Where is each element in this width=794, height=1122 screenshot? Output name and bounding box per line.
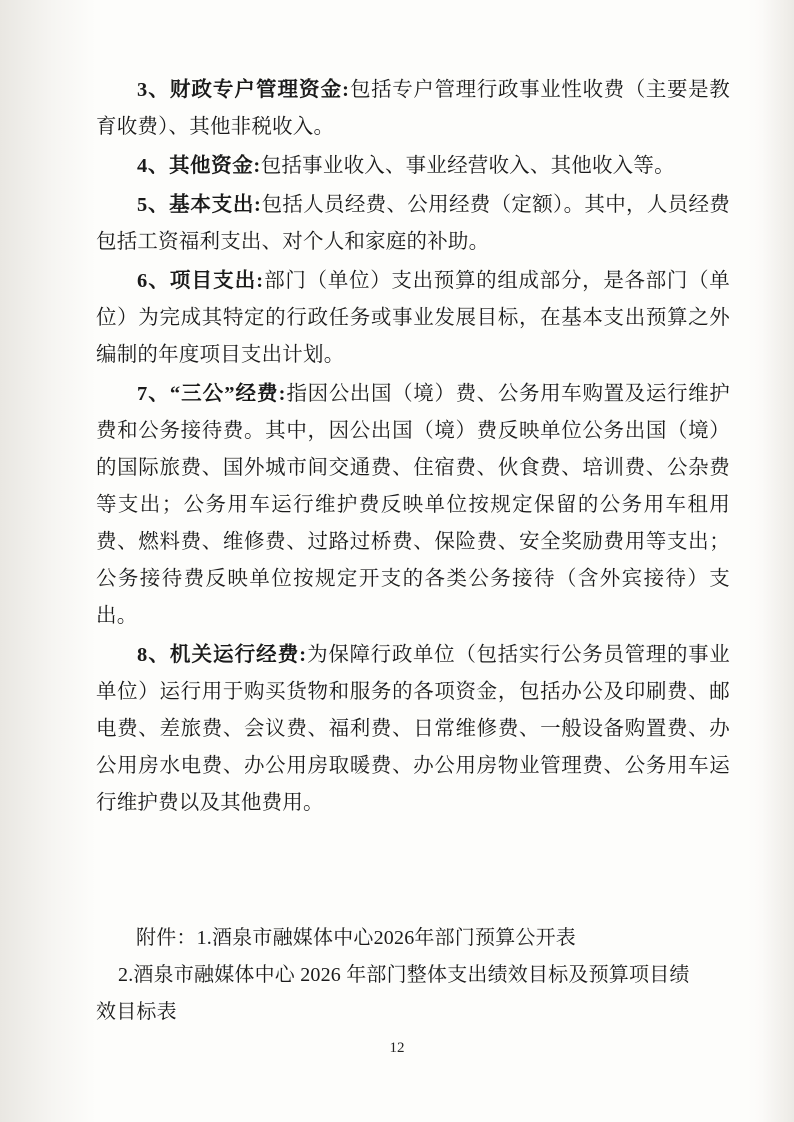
paragraph-lead-item-4: 4、其他资金: bbox=[137, 155, 261, 177]
attachment-line-3: 效目标表 bbox=[96, 1001, 177, 1023]
attachment-line-1: 附件：1.酒泉市融媒体中心2026年部门预算公开表 bbox=[136, 927, 576, 949]
paragraph-text-item-7: 指因公出国（境）费、公务用车购置及运行维护费和公务接待费。其中，因公出国（境）费反映单位公务出国（境）的国际旅费、国外城市间交通费、住宿费、伙食费、培训费、公杂费等支出；公务用车运行维护费反映单位按规定保留的公务用车租用费、燃料费、维修费、过路过桥费、保险费、安全奖励费用等支出；公务接待费反映单位按规定开支的各类公务接待（含外宾接待）支出。 bbox=[96, 383, 730, 627]
paragraph-lead-item-8: 8、机关运行经费: bbox=[137, 644, 307, 666]
attachment-line-2: 2.酒泉市融媒体中心 2026 年部门整体支出绩效目标及预算项目绩 bbox=[118, 964, 690, 986]
page-number: 12 bbox=[389, 1040, 405, 1056]
paragraph-text-item-8: 为保障行政单位（包括实行公务员管理的事业单位）运行用于购买货物和服务的各项资金，包括办公及印刷费、邮电费、差旅费、会议费、福利费、日常维修费、一般设备购置费、办公用房水电费、办公用房取暖费、办公用房物业管理费、公务用车运行维护费以及其他费用。 bbox=[96, 644, 730, 814]
document-body bbox=[96, 72, 730, 1031]
paragraph-item-8 bbox=[96, 637, 730, 822]
paragraph-text-item-3: 包括专户管理行政事业性收费（主要是教育收费）、其他非税收入。 bbox=[96, 79, 730, 138]
paragraph-item-6 bbox=[96, 263, 730, 374]
paragraph-item-7 bbox=[96, 376, 730, 635]
paragraph-text-item-5: 包括人员经费、公用经费（定额）。其中，人员经费包括工资福利支出、对个人和家庭的补助。 bbox=[96, 194, 730, 253]
paragraph-lead-item-5: 5、基本支出: bbox=[137, 194, 262, 216]
paragraph-lead-item-6: 6、项目支出: bbox=[137, 270, 264, 292]
paragraph-item-4 bbox=[96, 148, 730, 185]
paragraph-text-item-6: 部门（单位）支出预算的组成部分，是各部门（单位）为完成其特定的行政任务或事业发展目标，在基本支出预算之外编制的年度项目支出计划。 bbox=[96, 270, 731, 366]
paragraph-item-3 bbox=[96, 72, 730, 146]
paragraph-lead-item-3: 3、财政专户管理资金: bbox=[137, 79, 350, 101]
paragraph-text-item-4: 包括事业收入、事业经营收入、其他收入等。 bbox=[260, 155, 675, 177]
paragraph-lead-item-7: 7、“三公”经费: bbox=[137, 383, 287, 405]
paragraph-item-5 bbox=[96, 187, 730, 261]
section-gap bbox=[96, 824, 730, 920]
